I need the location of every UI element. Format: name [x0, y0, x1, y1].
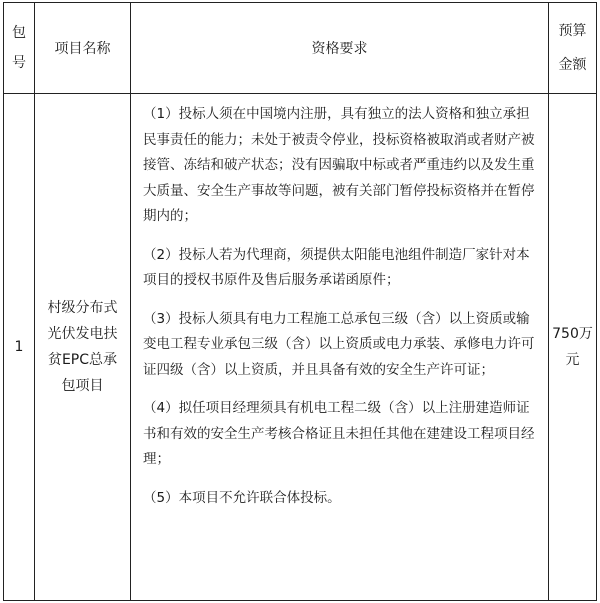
header-project-name: 项目名称	[35, 3, 131, 94]
requirement-item: （3）投标人须具有电力工程施工总承包三级（含）以上资质或输变电工程专业承包三级（含）以上资质或电力承装、承修电力许可证四级（含）以上资质，并且具备有效的安全生产许可证；	[143, 310, 535, 378]
requirement-item: （4）拟任项目经理须具有机电工程二级（含）以上注册建造师证书和有效的安全生产考核合格证且未担任其他在建建设工程项目经理；	[143, 400, 535, 467]
requirement-item: （5）本项目不允许联合体投标。	[143, 489, 341, 506]
header-budget	[549, 3, 597, 94]
table-header-row	[4, 3, 597, 94]
table-row	[4, 94, 597, 601]
header-budget-line-1: 预算	[558, 23, 587, 39]
header-package-no-char-2: 号	[12, 55, 26, 71]
budget-amount: 750万元	[549, 94, 597, 601]
project-name: 村级分布式光伏发电扶贫EPC总承包项目	[35, 94, 131, 601]
requirement-item: （1）投标人须在中国境内注册，具有独立的法人资格和独立承担民事责任的能力；未处于被责令停业，投标资格被取消或者财产被接管、冻结和破产状态；没有因骗取中标或者严重违约以及发生重大质量、安全生产事故等问题，被有关部门暂停投标资格并在暂停期内的；	[143, 106, 535, 224]
requirement-item: （2）投标人若为代理商，须提供太阳能电池组件制造厂家针对本项目的授权书原件及售后服务承诺函原件；	[143, 246, 530, 288]
header-budget-line-2: 金额	[558, 57, 587, 73]
header-package-no	[4, 3, 35, 94]
requirements-cell	[131, 94, 549, 601]
qualification-table	[3, 2, 597, 601]
header-package-no-char-1: 包	[12, 25, 26, 41]
header-requirements: 资格要求	[131, 3, 549, 94]
package-number: 1	[4, 94, 35, 601]
